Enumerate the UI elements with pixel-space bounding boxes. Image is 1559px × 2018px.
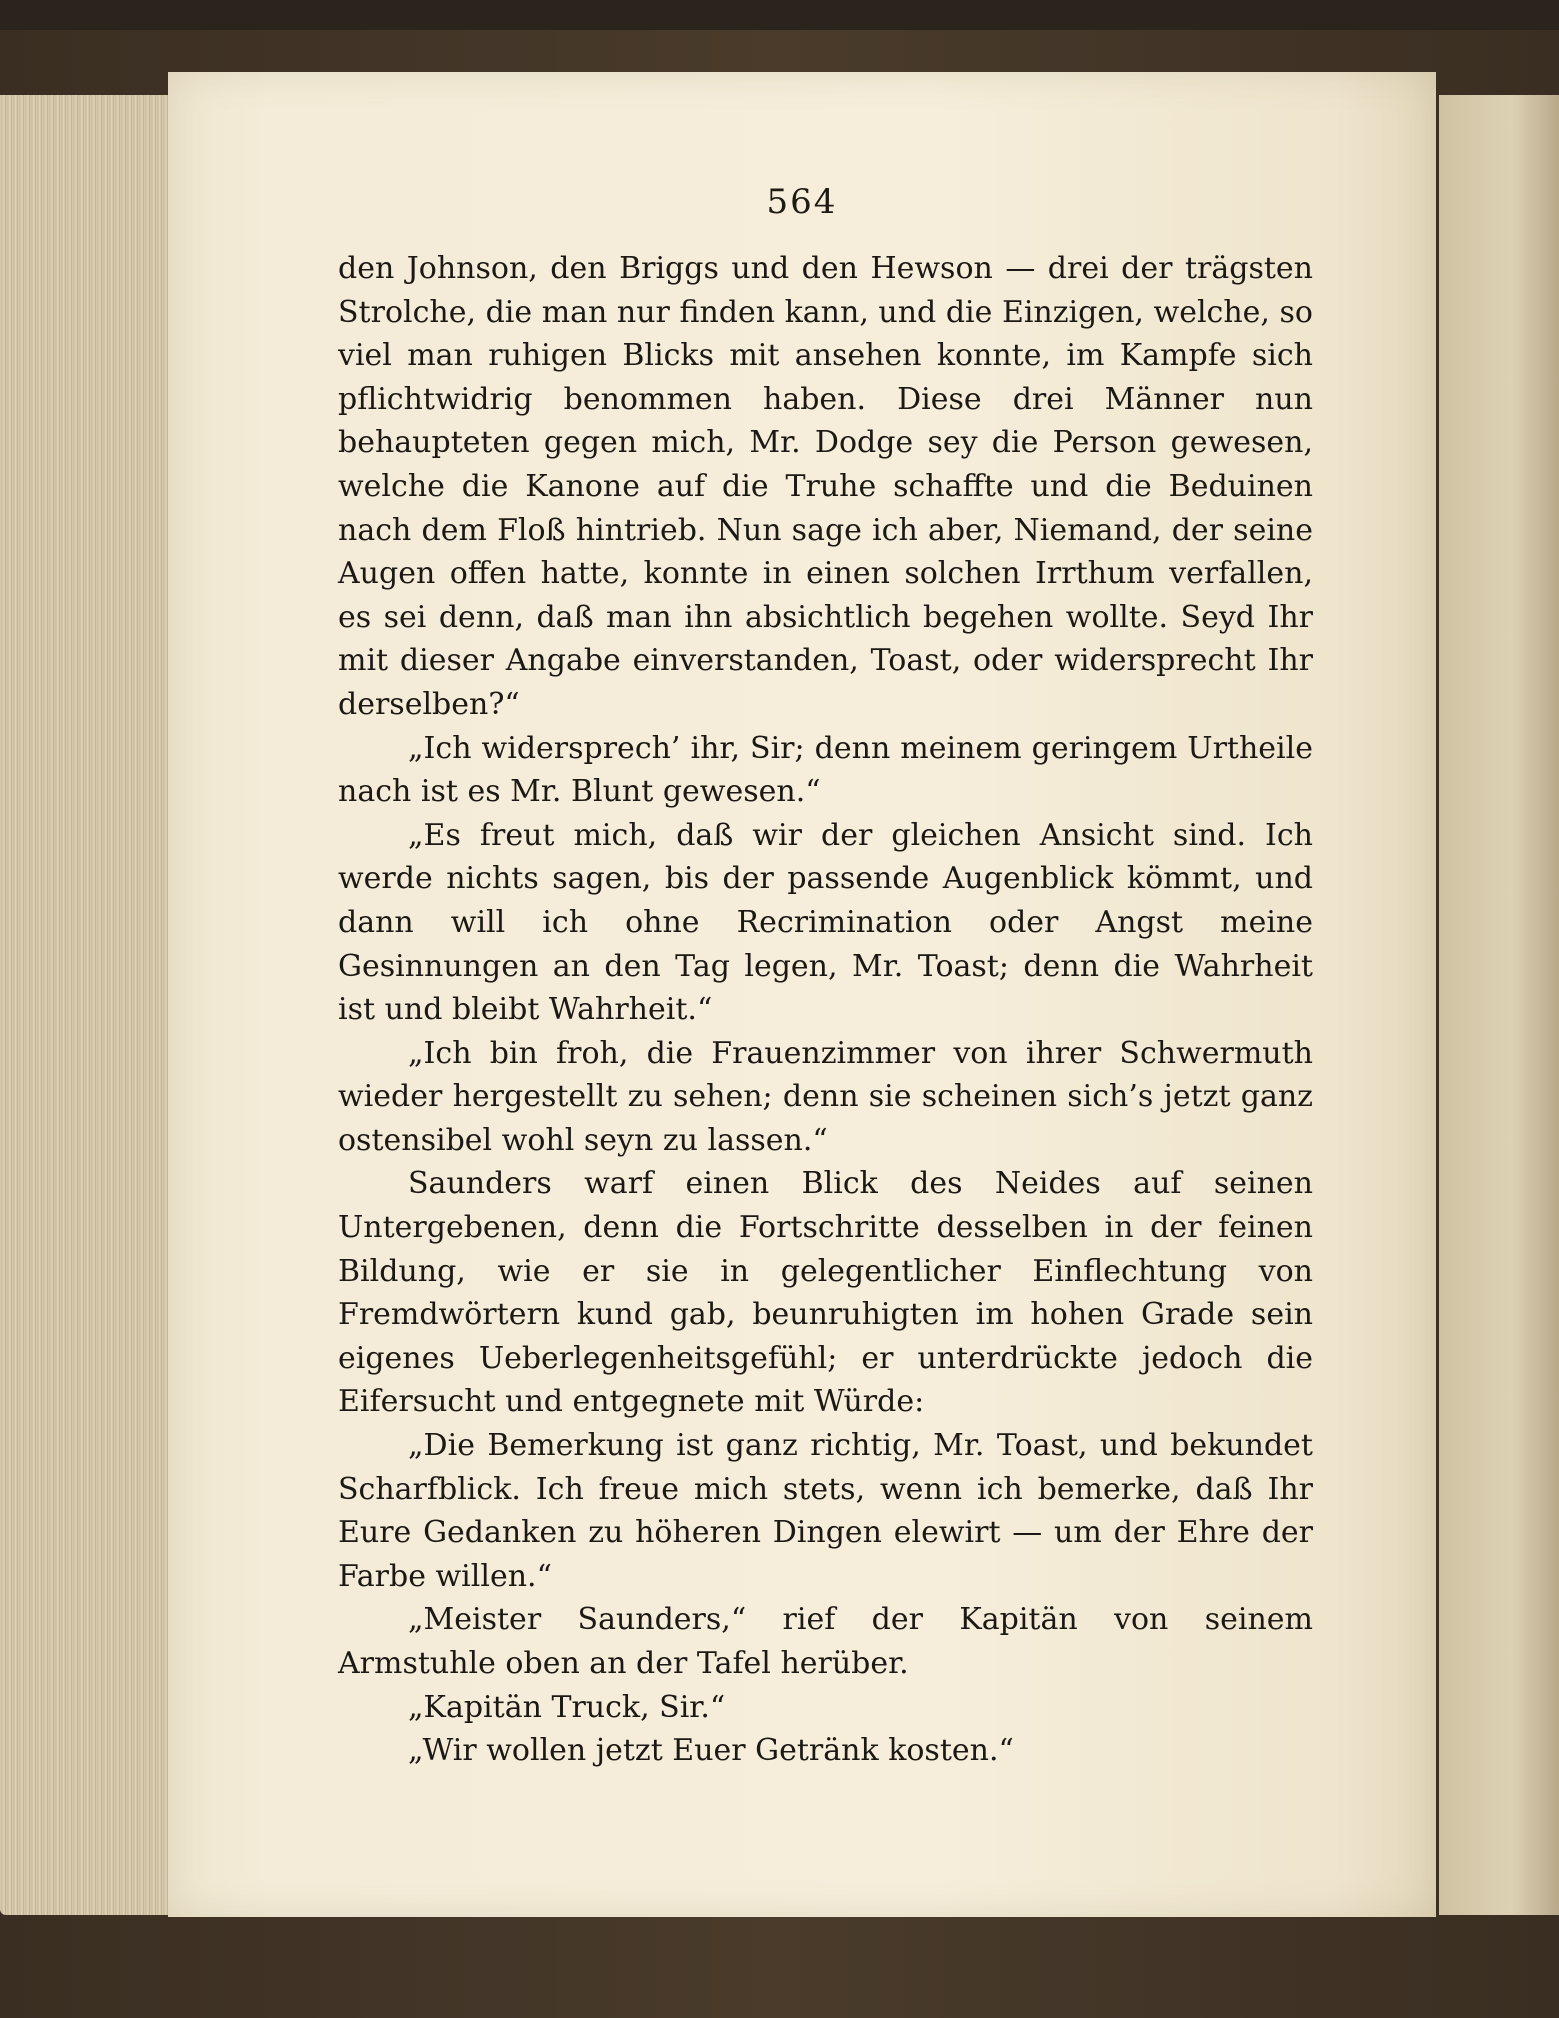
facing-page-edge bbox=[1439, 95, 1559, 1915]
book-page bbox=[168, 72, 1436, 1917]
page-number: 564 bbox=[766, 182, 838, 222]
paragraph-4: „Ich bin froh, die Frauenzimmer von ihrer Schwermuth wieder hergestellt zu sehen; denn sie scheinen sich’s jetzt ganz ostensibel wohl seyn zu lassen.“ bbox=[338, 1035, 1313, 1158]
paragraph-1: den Johnson, den Briggs und den Hewson — drei der trägsten Strolche, die man nur finden kann, und die Einzigen, welche, so viel man ruhigen Blicks mit ansehen konnte, im Kampfe sich pflichtwidrig benommen haben. Diese drei Männer nun behaupteten gegen mich, Mr. Dodge sey die Person gewesen, welche die Kanone auf die Truhe schaffte und die Beduinen nach dem Floß hintrieb. Nun sage ich aber, Niemand, der seine Augen offen hatte, konnte in einen solchen Irrthum verfallen, es sei denn, daß man ihn absichtlich begehen wollte. Seyd Ihr mit dieser Angabe einverstanden, Toast, oder widersprecht Ihr derselben?“ bbox=[338, 251, 1313, 722]
paragraph-2: „Ich widersprech’ ihr, Sir; denn meinem geringem Urtheile nach ist es Mr. Blunt gewesen.“ bbox=[338, 730, 1313, 810]
paragraph-6: „Die Bemerkung ist ganz richtig, Mr. Toast, und bekundet Scharfblick. Ich freue mich stets, wenn ich bemerke, daß Ihr Eure Gedanken zu höheren Dingen elewirt — um der Ehre der Farbe willen.“ bbox=[338, 1428, 1313, 1594]
paragraph-7: „Meister Saunders,“ rief der Kapitän von seinem Armstuhle oben an der Tafel herüber. bbox=[338, 1602, 1313, 1681]
body-text bbox=[338, 247, 1313, 1773]
paragraph-5: Saunders warf einen Blick des Neides auf seinen Untergebenen, denn die Fortschritte desselben in der feinen Bildung, wie er sie in gelegentlicher Einflechtung von Fremdwörtern kund gab, beunruhigten im hohen Grade sein eigenes Ueberlegenheitsgefühl; er unterdrückte jedoch die Eifersucht und entgegnete mit Würde: bbox=[338, 1166, 1313, 1420]
paragraph-3: „Es freut mich, daß wir der gleichen Ansicht sind. Ich werde nichts sagen, bis der passende Augenblick kömmt, und dann will ich ohne Recrimination oder Angst meine Gesinnungen an den Tag legen, Mr. Toast; denn die Wahrheit ist und bleibt Wahrheit.“ bbox=[338, 817, 1313, 1028]
paragraph-9: „Wir wollen jetzt Euer Getränk kosten.“ bbox=[408, 1733, 1014, 1769]
paragraph-8: „Kapitän Truck, Sir.“ bbox=[408, 1689, 726, 1725]
